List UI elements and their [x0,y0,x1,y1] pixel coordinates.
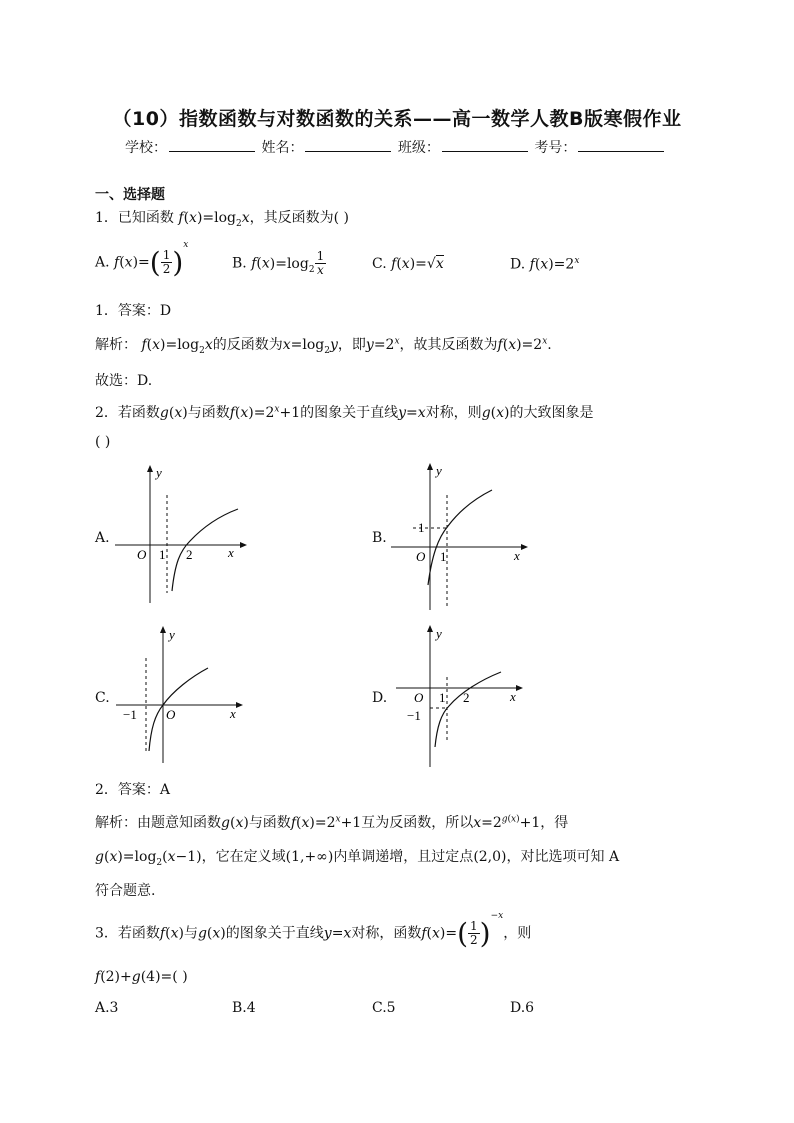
question-3-option-b[interactable]: B.4 [232,1000,256,1016]
graph-a-origin: O [137,547,147,562]
graph-b-origin: O [416,549,426,564]
graph-b-y-label: y [436,463,442,478]
graph-option-d[interactable] [393,622,533,772]
graph-d-y-label: y [436,626,442,641]
graph-a-y-label: y [156,465,162,480]
student-info-line [125,137,666,157]
question-1-option-a[interactable]: A. f(x)=( $\frac{1}{2}$ )$^x$ [95,240,189,279]
question-1-answer: 1．答案：D [95,303,172,319]
question-2-option-a-label[interactable]: A. [95,530,110,546]
question-3-stem-line2: f(2)+g(4)=( ) [95,969,188,985]
school-label: 学校： [125,140,167,156]
question-1-stem: 1．已知函数 $f(x)=\log_2x$，其反函数为( ) [95,210,350,229]
graph-c-y-label: y [169,627,175,642]
graph-d-tick-2: 2 [463,690,470,705]
graph-c-x-label: x [230,706,236,721]
graph-d-tick-1: 1 [439,690,446,705]
graph-b-tick-1x: 1 [440,549,447,564]
question-3-stem: 3．若函数f(x)与g(x)的图象关于直线y=x对称，函数f(x)=( $\frac{1}{2}$ )$^{-x}$，则 [95,911,532,950]
question-1-option-c[interactable]: C. f(x)=√x [372,256,444,272]
exam-number-label: 考号： [534,140,577,156]
question-2-option-b-label[interactable]: B. [372,530,387,546]
name-label: 姓名： [261,140,304,156]
question-3-option-a[interactable]: A.3 [95,1000,119,1016]
question-3-option-c[interactable]: C.5 [372,1000,396,1016]
class-field[interactable] [442,139,528,152]
class-label: 班级： [397,140,440,156]
school-field[interactable] [169,139,255,152]
question-2-analysis-line3: 符合题意. [95,883,156,899]
name-field[interactable] [305,139,391,152]
question-2-option-d-label[interactable]: D. [372,690,388,706]
question-2-stem: 2．若函数g(x)与函数$f(x)=2^x+1$的图象关于直线y=x对称，则g(x)的大致图象是 [95,404,594,421]
graph-d-tick-neg1: −1 [407,708,421,723]
graph-a-x-label: x [228,545,234,560]
graph-option-c[interactable] [113,623,253,768]
graph-c-origin: O [166,707,176,722]
question-2-answer: 2．答案：A [95,782,171,798]
graph-d-x-label: x [510,689,516,704]
question-2-option-c-label[interactable]: C. [95,690,110,706]
exam-number-field[interactable] [578,139,664,152]
graph-a-tick-1: 1 [159,547,166,562]
question-2-paren: ( ) [95,434,111,450]
section-heading: 一、选择题 [95,187,165,203]
page-title: （10）指数函数与对数函数的关系——高一数学人教B版寒假作业 [112,108,682,130]
question-2-analysis-line1: 解析：由题意知函数g(x)与函数$f(x)=2^x+1$互为反函数，所以$x=2^{g(x)}+1$，得 [95,814,569,831]
graph-c-tick-neg1: −1 [123,707,137,722]
question-1-analysis: 解析： $f(x)=\log_2x$的反函数为$x=\log_2y$，即$y=2^x$，故其反函数为$f(x)=2^x$. [95,336,552,356]
question-1-option-d[interactable]: D. $f(x)=2^x$ [510,256,580,273]
graph-option-b[interactable] [388,460,533,615]
question-3-option-d[interactable]: D.6 [510,1000,535,1016]
graph-b-x-label: x [514,548,520,563]
graph-option-a[interactable] [110,463,250,608]
question-2-analysis-line2: $g(x)=\log_2(x-1)$，它在定义域(1,+∞)内单调递增，且过定点(2,0)，对比选项可知 A [95,849,620,868]
graph-b-tick-1y: 1 [418,520,425,535]
graph-d-origin: O [414,690,424,705]
question-1-conclusion: 故选：D. [95,373,153,389]
question-1-option-b[interactable]: B. $f(x)=\log_2$ $\frac{1}{x}$ [232,249,325,277]
graph-a-tick-2: 2 [186,547,193,562]
